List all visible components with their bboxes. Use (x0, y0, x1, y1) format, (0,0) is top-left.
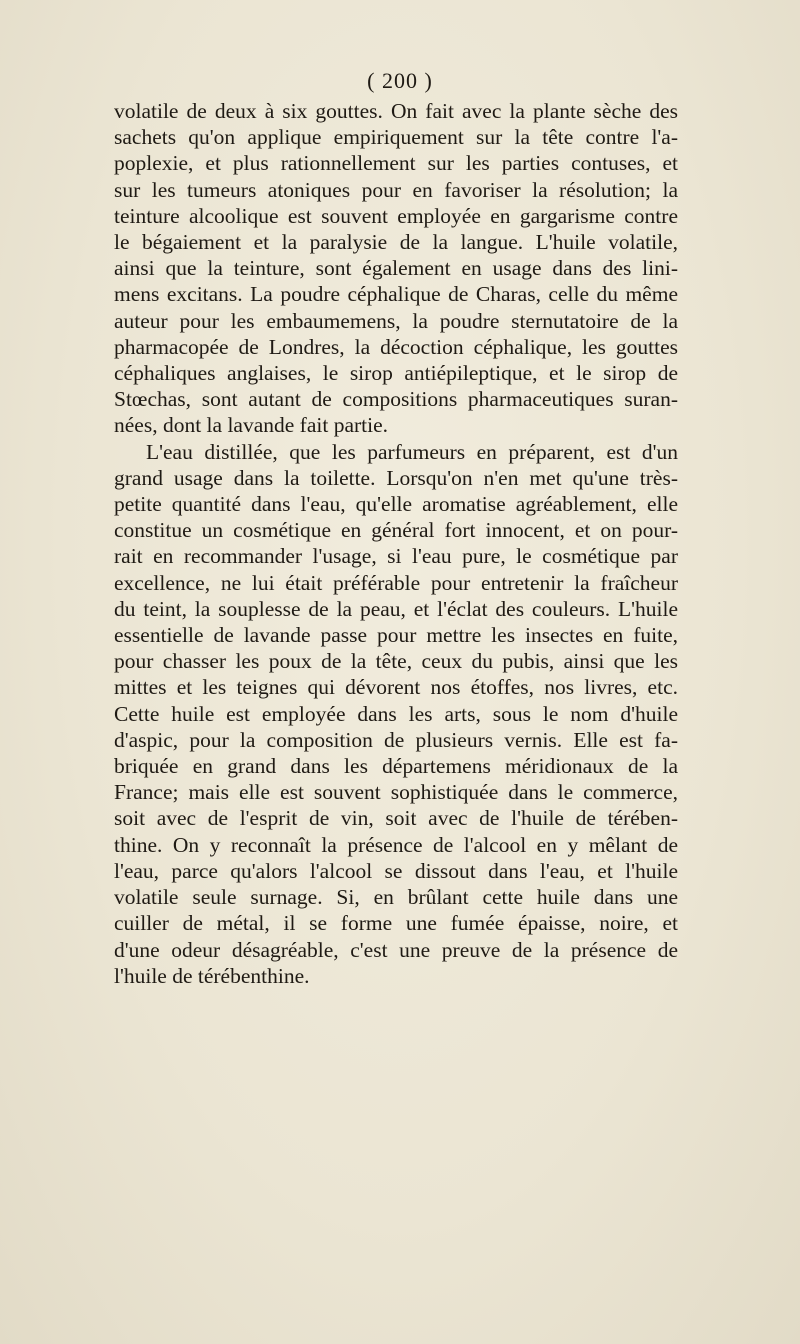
paragraph (114, 98, 678, 439)
text-line: L'eau distillée, que les parfumeurs en préparent, est d'un (146, 439, 678, 464)
text-line: thine. On y reconnaît la présence de l'alcool en y mêlant de (114, 832, 678, 857)
text-line: auteur pour les embaumemens, la poudre sternutatoire de la (114, 308, 678, 333)
text-line: briquée en grand dans les départemens méridionaux de la (114, 754, 678, 779)
paragraph (114, 439, 678, 989)
text-line: du teint, la souplesse de la peau, et l'éclat des couleurs. L'huile (114, 596, 678, 621)
text-line: Cette huile est employée dans les arts, sous le nom d'huile (114, 701, 678, 726)
text-line: l'eau, parce qu'alors l'alcool se dissout dans l'eau, et l'huile (114, 858, 678, 883)
text-line: sachets qu'on applique empiriquement sur la tête contre l'a- (114, 125, 678, 150)
text-line: volatile de deux à six gouttes. On fait avec la plante sèche des (114, 99, 678, 123)
text-line: cuiller de métal, il se forme une fumée épaisse, noire, et (114, 911, 678, 936)
text-line: l'huile de térébenthine. (114, 963, 310, 988)
text-line: mittes et les teignes qui dévorent nos étoffes, nos livres, etc. (114, 675, 678, 700)
text-line: Stœchas, sont autant de compositions pharmaceutiques suran- (114, 387, 678, 412)
text-line: sur les tumeurs atoniques pour en favoriser la résolution; la (114, 177, 678, 202)
text-line: rait en recommander l'usage, si l'eau pure, le cosmétique par (114, 544, 678, 569)
text-line: excellence, ne lui était préférable pour entretenir la fraîcheur (114, 570, 678, 595)
text-line: soit avec de l'esprit de vin, soit avec de l'huile de térében- (114, 806, 678, 831)
text-line: ainsi que la teinture, sont également en usage dans des lini- (114, 256, 678, 281)
text-line: essentielle de lavande passe pour mettre les insectes en fuite, (114, 623, 678, 648)
text-line: petite quantité dans l'eau, qu'elle aromatise agréablement, elle (114, 492, 678, 517)
text-line: France; mais elle est souvent sophistiquée dans le commerce, (114, 780, 678, 805)
body-text (114, 98, 678, 989)
text-line: le bégaiement et la paralysie de la langue. L'huile volatile, (114, 230, 678, 255)
text-line: poplexie, et plus rationnellement sur les parties contuses, et (114, 151, 678, 176)
text-line: céphaliques anglaises, le sirop antiépileptique, et le sirop de (114, 361, 678, 386)
text-line: nées, dont la lavande fait partie. (114, 413, 389, 438)
text-line: pour chasser les poux de la tête, ceux du pubis, ainsi que les (114, 649, 678, 674)
text-line: d'aspic, pour la composition de plusieurs vernis. Elle est fa- (114, 727, 678, 752)
text-line: pharmacopée de Londres, la décoction céphalique, les gouttes (114, 334, 678, 359)
text-line: grand usage dans la toilette. Lorsqu'on n'en met qu'une très- (114, 465, 678, 490)
text-line: d'une odeur désagréable, c'est une preuve de la présence de (114, 937, 678, 962)
text-line: mens excitans. La poudre céphalique de Charas, celle du même (114, 282, 678, 307)
text-line: volatile seule surnage. Si, en brûlant cette huile dans une (114, 885, 678, 910)
page-number: ( 200 ) (367, 68, 433, 93)
text-line: teinture alcoolique est souvent employée en gargarisme contre (114, 203, 678, 228)
text-line: constitue un cosmétique en général fort innocent, et on pour- (114, 518, 678, 543)
